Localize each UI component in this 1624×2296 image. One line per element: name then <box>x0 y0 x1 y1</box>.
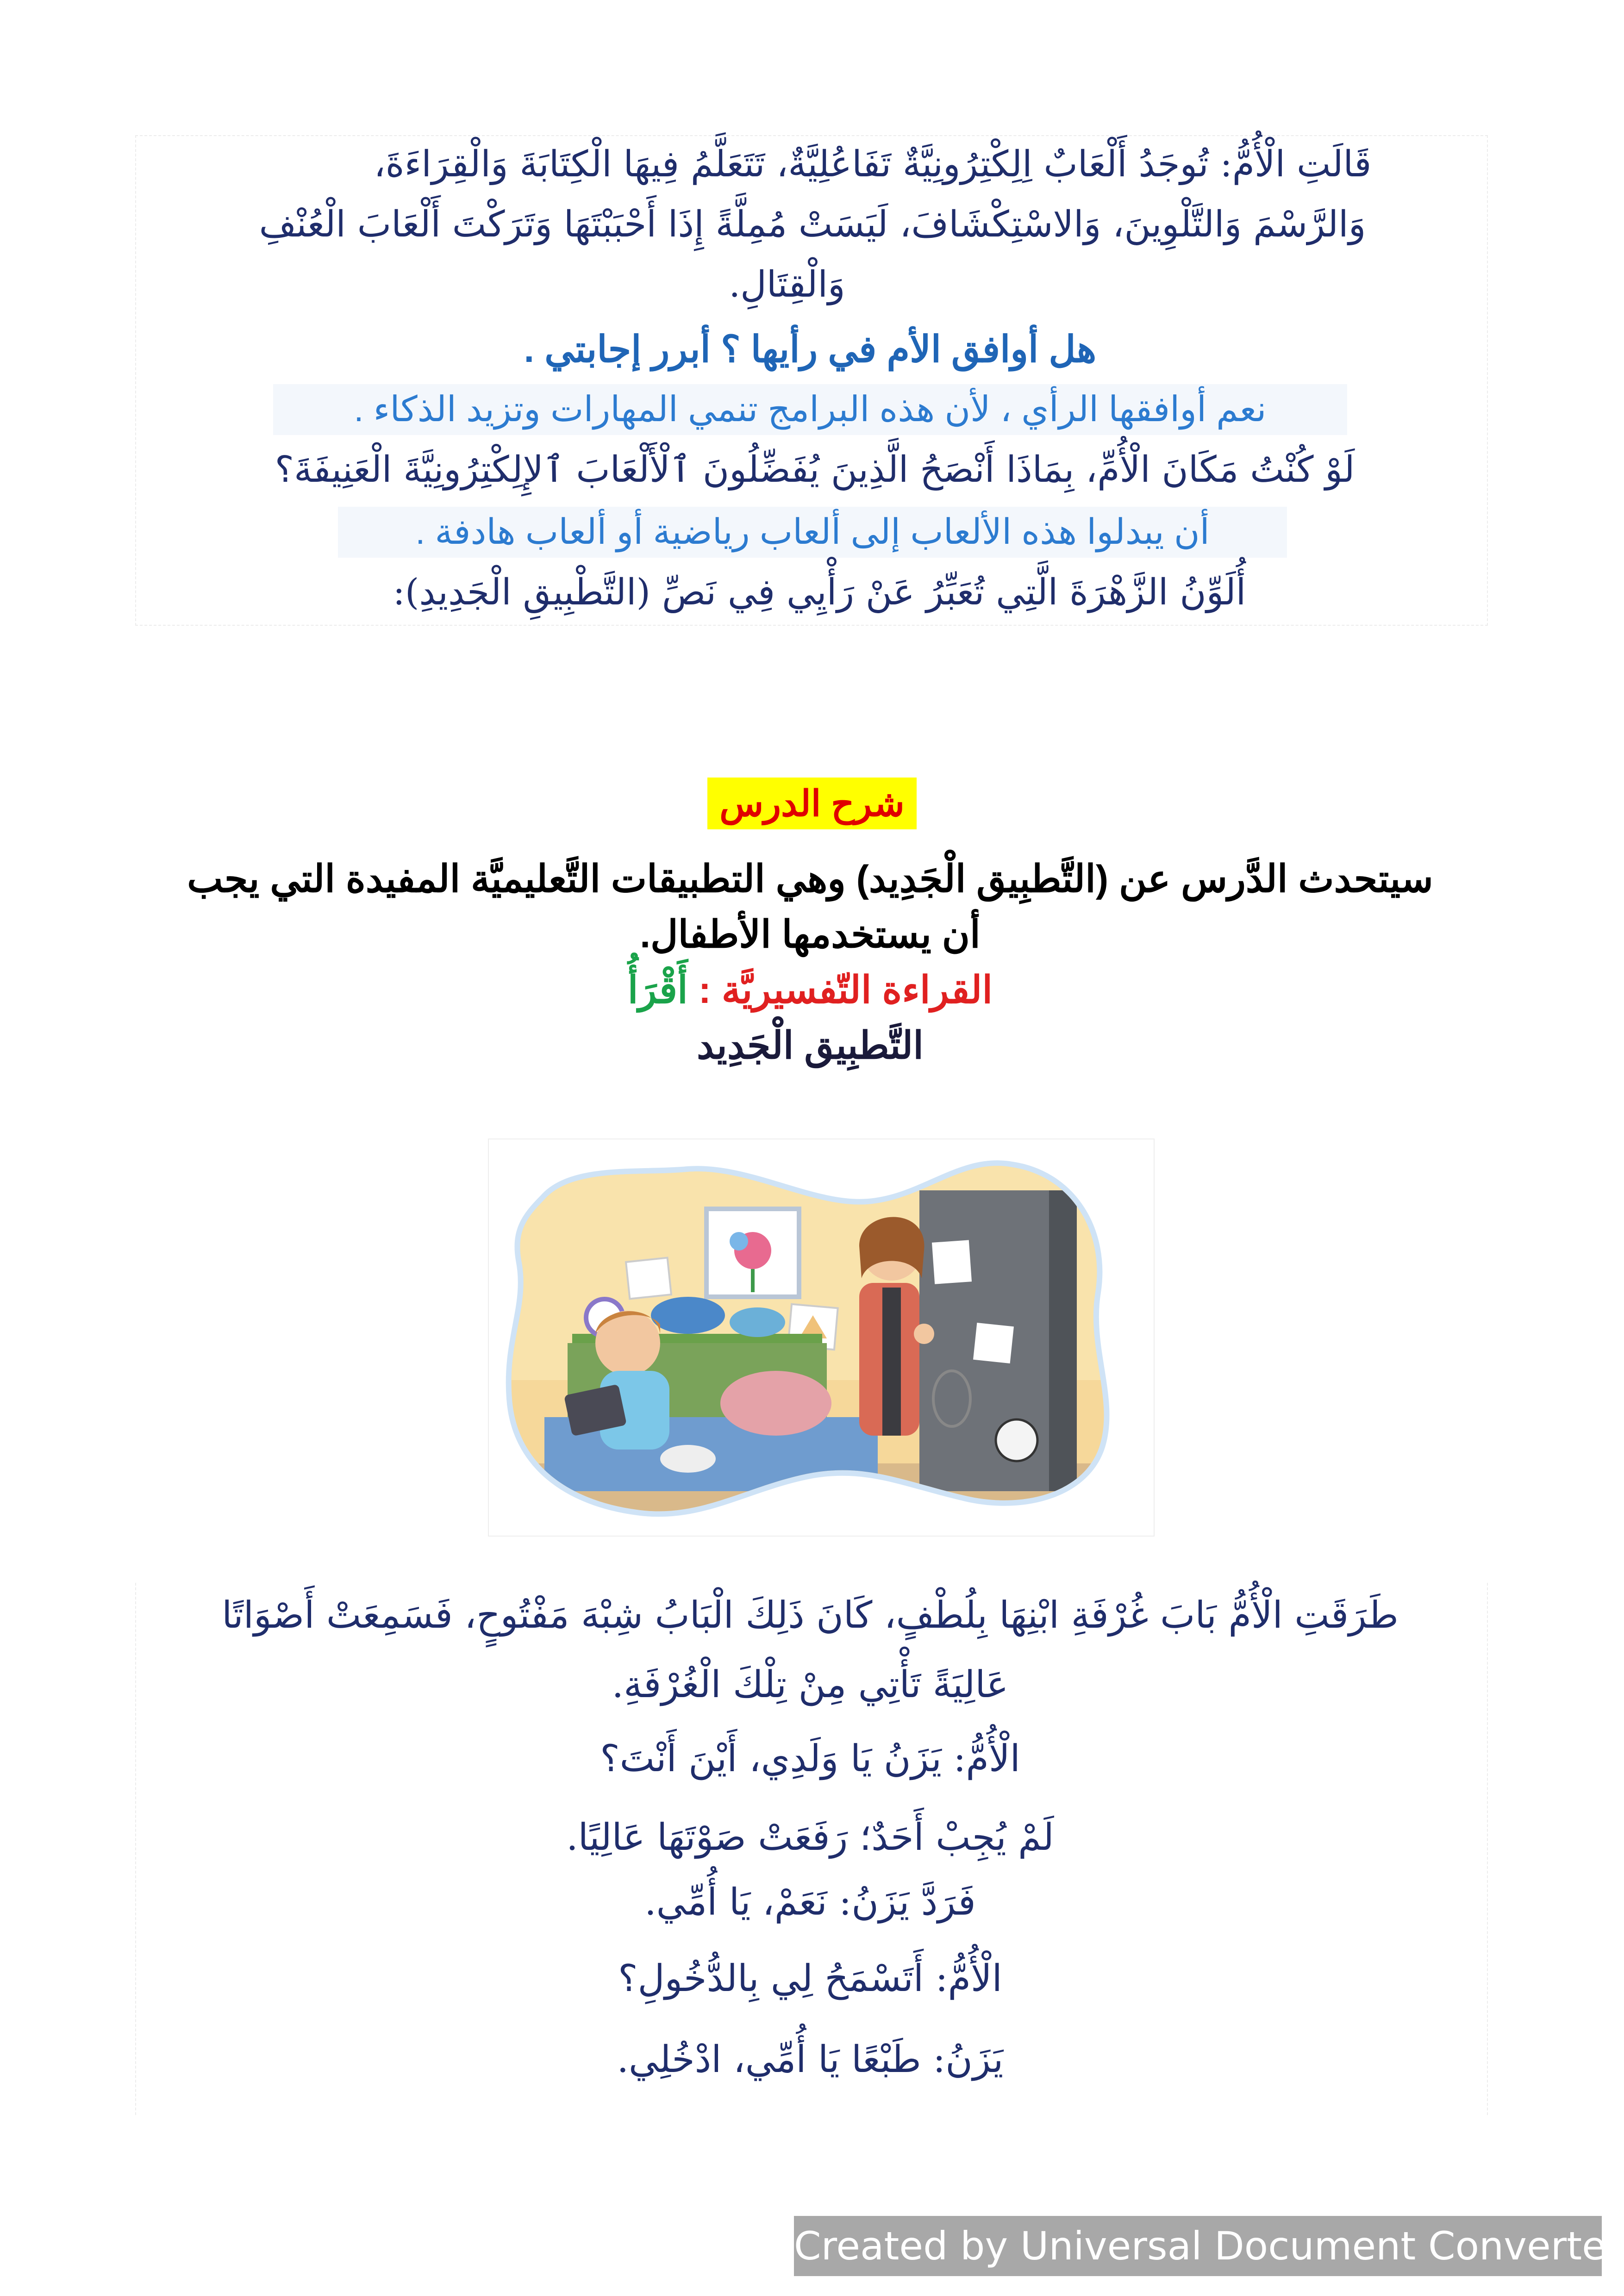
story-illustration <box>488 1139 1155 1537</box>
lesson-summary-line-1: سيتحدث الدَّرس عن (التَّطبِيق الْجَدِيد) وهي التطبيقات التَّعليميَّة المفيدة التي يجب <box>187 858 1433 900</box>
story-line-2: عَالِيَةً تَأْتِي مِنْ تِلْكَ الْغُرْفَةِ. <box>612 1663 1009 1706</box>
flower-instruction: أُلَوِّنُ الزَّهْرَةَ الَّتِي تُعَبِّرُ عَنْ رَأْيِي فِي نَصِّ (التَّطْبِيقِ الْجَدِيدِ): <box>393 572 1246 613</box>
converter-footer: Created by Universal Document Converter <box>794 2216 1602 2276</box>
question-text-line-2: وَالرَّسْمَ وَالتَّلْوِينَ، وَالاسْتِكْشَافَ، لَيَسَتْ مُمِلَّةً إِذَا أَحْبَبْتَهَا وَتَرَكْتَ أَلْعَابَ الْعُنْفِ <box>259 204 1366 245</box>
story-line-7: يَزَنُ: طَبْعًا يَا أُمِّي، ادْخُلِي. <box>617 2038 1004 2081</box>
reading-action: أَقْرَأُ <box>627 969 688 1011</box>
story-title: التَّطبِيق الْجَدِيد <box>696 1025 924 1067</box>
lesson-summary-line-2: أن يستخدمها الأطفال. <box>640 914 981 956</box>
question-text-line-3: وَالْقِتَالِ. <box>729 264 845 305</box>
reading-heading <box>509 963 1111 1018</box>
question-2: لَوْ كُنْتُ مَكَانَ الْأُمِّ، بِمَاذَا أَنْصَحُ الَّذِينَ يُفَضِّلُونَ ٱلْأَلْعَابَ ٱلإِلِكْتِرُونِيَّةَ الْعَنِيفَةَ؟ <box>275 449 1355 491</box>
answer-1: نعم أوافقها الرأي ، لأن هذه البرامج تنمي المهارات وتزيد الذكاء . <box>273 384 1347 435</box>
story-line-5: فَرَدَّ يَزَنُ: نَعَمْ، يَا أُمِّي. <box>644 1880 976 1923</box>
story-line-1: طَرَقَتِ الْأُمُّ بَابَ غُرْفَةِ ابْنِهَا بِلُطْفٍ، كَانَ ذَلِكَ الْبَابُ شِبْهَ مَفْتُوحٍ، فَسَمِعَتْ أَصْوَاتًا <box>222 1593 1399 1636</box>
story-line-4: لَمْ يُجِبْ أَحَدٌ؛ رَفَعَتْ صَوْتَهَا عَالِيًا. <box>566 1816 1054 1859</box>
question-text-line-1: قَالَتِ الْأُمُّ: تُوجَدُ أَلْعَابٌ اِلِكْتِرُونِيَّةٌ تَفَاعُلِيَّةٌ، تَتَعَلَّمُ فِيهَا الْكِتَابَةَ وَالْقِرَاءَةَ، <box>374 143 1372 185</box>
question-1: هل أوافق الأم في رأيها ؟ أبرر إجابتي . <box>524 329 1097 370</box>
illustration-svg <box>489 1139 1154 1536</box>
answer-2: أن يبدلوا هذه الألعاب إلى ألعاب رياضية أو ألعاب هادفة . <box>338 507 1287 558</box>
story-line-3: الْأُمُّ: يَزَنُ يَا وَلَدِي، أَيْنَ أَنْتَ؟ <box>600 1737 1020 1780</box>
reading-label: القراءة التّفسيريَّة : <box>698 969 993 1011</box>
story-line-6: الْأُمُّ: أَتَسْمَحُ لِي بِالدُّخُولِ؟ <box>618 1957 1002 2000</box>
lesson-title: شرح الدرس <box>707 778 917 829</box>
